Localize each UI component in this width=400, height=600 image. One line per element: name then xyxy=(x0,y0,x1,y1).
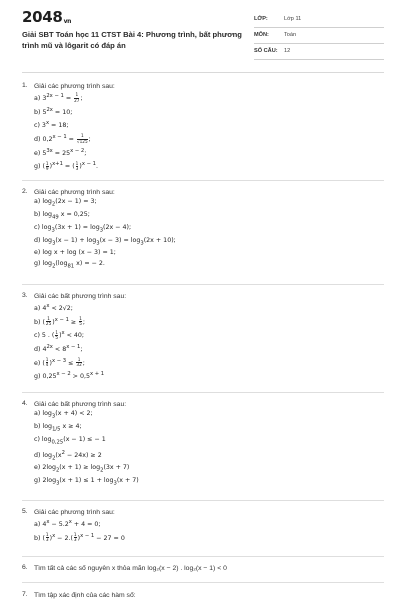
header-divider xyxy=(22,72,384,73)
question-text: Giải các bất phương trình sau: xyxy=(34,401,127,408)
question-text: Giải các phương trình sau: xyxy=(34,189,115,196)
site-logo[interactable]: $2048_{vn}$ xyxy=(22,8,72,26)
question-text: Giải các phương trình sau: xyxy=(34,83,115,90)
answer-item: e) $2\log_2(x + 1) \ge \log_2(3x + 7)$ xyxy=(34,464,130,474)
question-4: 4. Giải các bất phương trình sau: a) $\log_3(x + 4) < 2$; b) $\log_{1/5} x \ge 4$; c) $\log_{0,25}(x - 1)$ ≤ − 1 d) $\log_2(x^2 - 24x) \ge 2$ e) $2\log_2(x + 1) \ge \log_2(3x + 7)$ g) $2\log_3(x + 1) \le 1 + \log_3(x + 7)$ xyxy=(0,400,400,489)
answer-item: d) $\log_3(x - 1) + \log_3(x - 3) = \log_3(2x + 10)$; xyxy=(34,236,176,246)
question-1: 1. Giải các phương trình sau: a) $3^{2x - 1}$ = $\frac{1}{27}$ ; b) $5^{2x} = 10$; c) $3^x = 18$; d) $0,2^{x - 1}$ = $\frac{1}{√125}$ ; e) $5^{3x} = 25^{x - 2}$; g) ( $\frac{1}{9}$ )$^{x+1}$ = ( $\frac{1}{3}$ )$^{x - 1}$. xyxy=(0,82,400,173)
question-text: Giải các phương trình sau: xyxy=(34,509,115,516)
question-5: 5. Giải các phương trình sau: a) $4^x - 5.2^x + 4 = 0$; b) ( $\frac{1}{3}$ )$^x$ − 2.( $\frac{1}{3}$ )$^{x - 1}$ − 27 = 0 xyxy=(0,508,400,544)
answer-item: g) $2\log_3(x + 1) \le 1 + \log_3(x + 7)$ xyxy=(34,477,139,487)
answer-item: d) $\log_2(x^2 - 24x) \ge 2$ xyxy=(34,449,102,461)
answer-item: a) $\log_2(2x - 1) = 3$; xyxy=(34,198,97,208)
question-divider xyxy=(22,556,384,557)
question-divider xyxy=(22,582,384,583)
answer-item: b) $\log_{49} x = 0,25$; xyxy=(34,210,90,221)
question-text: Giải các bất phương trình sau: xyxy=(34,293,127,300)
question-2: 2. Giải các phương trình sau: a) $\log_2(2x - 1) = 3$; b) $\log_{49} x = 0,25$; c) $\log_3(3x + 1) = \log_3(2x - 4)$; d) $\log_3(x - 1) + \log_3(x - 3) = \log_3(2x + 10)$; e) log x + log (x − 3) = 1; g) $\log_2(\log_{81}$ x) = − 2. xyxy=(0,188,400,272)
answer-item: c) $3^x = 18$; xyxy=(34,120,69,130)
answer-item: b) $5^{2x} = 10$; xyxy=(34,106,73,116)
answer-item: c) 5 . ( $\frac{1}{5}$ )$^x$ < 40; xyxy=(34,329,85,340)
answer-item: g) ( $\frac{1}{9}$ )$^{x+1}$ = ( $\frac{1}{3}$ )$^{x - 1}$. xyxy=(34,160,99,172)
answer-item: b) $\log_{1/5} x \ge 4$; xyxy=(34,422,82,433)
question-text: Tìm tập xác định của các hàm số: xyxy=(34,592,136,599)
meta-subject: MÔN: Toán xyxy=(254,30,384,44)
document-header xyxy=(0,0,400,66)
answer-item: a) $4^x - 5.2^x + 4 = 0$; xyxy=(34,519,101,529)
meta-class: LỚP: Lớp 11 xyxy=(254,14,384,28)
question-divider xyxy=(22,500,384,501)
answer-item: d) $0,2^{x - 1}$ = $\frac{1}{√125}$ ; xyxy=(34,133,91,144)
answer-item: c) $\log_3(3x + 1) = \log_3(2x - 4)$; xyxy=(34,223,132,233)
meta-question-count: SỐ CÂU: 12 xyxy=(254,46,384,60)
answer-item: a) $\log_3(x + 4) < 2$; xyxy=(34,410,93,420)
answer-item: e) ( $\frac{1}{4}$ )$^{x - 3}$ ≤ $\frac{1}{32}$ ; xyxy=(34,356,85,368)
document-meta xyxy=(254,14,384,62)
answer-item: a) $3^{2x - 1}$ = $\frac{1}{27}$ ; xyxy=(34,92,83,103)
answer-item: a) $4^x < 2√2$; xyxy=(34,303,73,313)
question-7: 7. Tìm tập xác định của các hàm số: xyxy=(0,591,400,600)
answer-item: c) $\log_{0,25}(x - 1)$ ≤ − 1 xyxy=(34,435,106,445)
question-divider xyxy=(22,180,384,181)
answer-item: g) $\log_2(\log_{81}$ x) = − 2. xyxy=(34,259,105,270)
answer-item: e) $5^{3x} = 25^{x - 2}$; xyxy=(34,147,87,157)
answer-item: b) ( $\frac{1}{25}$ )$^{x - 1}$ ≥ $\frac{1}{5}$ ; xyxy=(34,315,85,327)
question-divider xyxy=(22,392,384,393)
answer-item: e) log x + log (x − 3) = 1; xyxy=(34,249,116,257)
answer-item: b) ( $\frac{1}{3}$ )$^x$ − 2.( $\frac{1}{3}$ )$^{x - 1}$ − 27 = 0 xyxy=(34,531,125,543)
question-6: 6. Tìm tất cả các số nguyên x thỏa mãn log₂(x − 2) . log₂(x − 1) < 0 xyxy=(0,564,400,573)
question-divider xyxy=(22,284,384,285)
answer-item: d) $4^{2x} < 8^{x - 1}$; xyxy=(34,344,83,354)
document-title: Giải SBT Toán học 11 CTST Bài 4: Phương trình, bất phương trình mũ và lôgarit có đáp án xyxy=(22,30,242,50)
answer-item: g) $0,25^{x - 2} > 0,5^{x + 1}$ xyxy=(34,371,105,381)
question-3: 3. Giải các bất phương trình sau: a) $4^x < 2√2$; b) ( $\frac{1}{25}$ )$^{x - 1}$ ≥ $\frac{1}{5}$ ; c) 5 . ( $\frac{1}{5}$ )$^x$ < 40; d) $4^{2x} < 8^{x - 1}$; e) ( $\frac{1}{4}$ )$^{x - 3}$ ≤ $\frac{1}{32}$ ; g) $0,25^{x - 2} > 0,5^{x + 1}$ xyxy=(0,292,400,383)
question-text: Tìm tất cả các số nguyên x thỏa mãn log₂(x − 2) . log₂(x − 1) < 0 xyxy=(34,565,227,572)
